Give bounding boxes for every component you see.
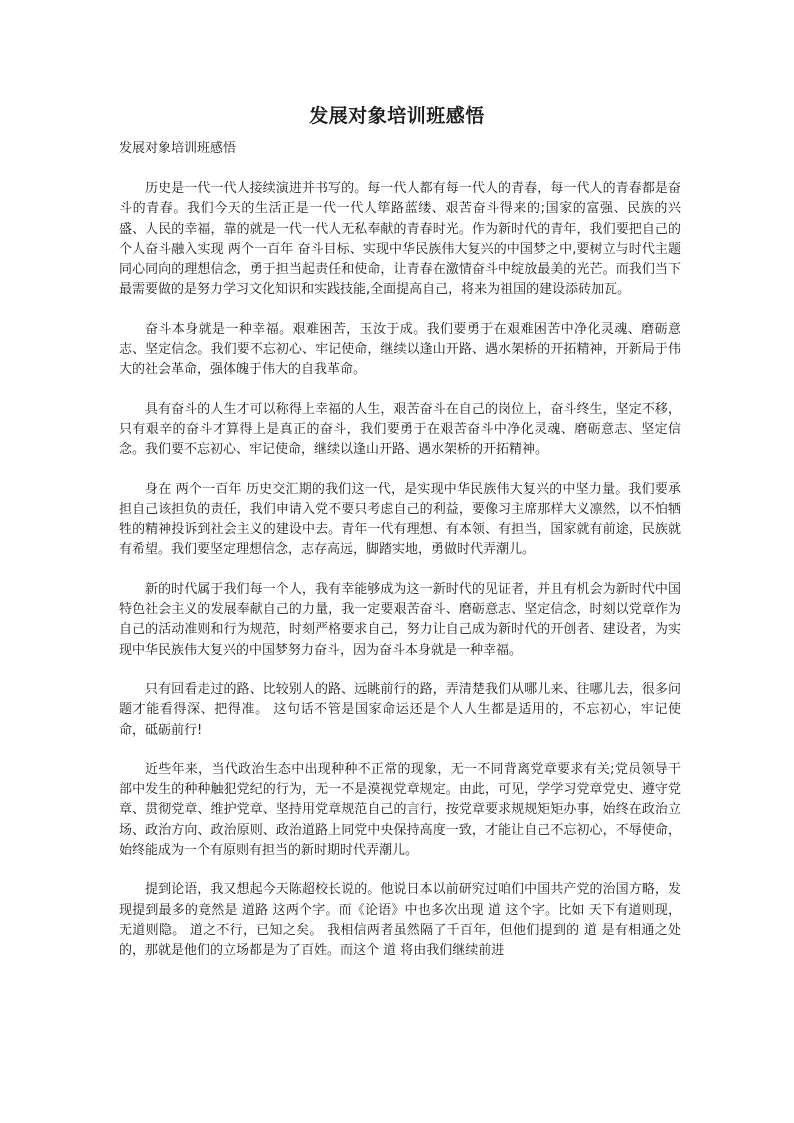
- paragraph: 只有回看走过的路、比较别人的路、远眺前行的路，弄清楚我们从哪儿来、往哪儿去，很多问题才能看得深、把得准。 这句话不管是国家命运还是个人人生都是适用的，不忘初心，牢记使命，砥砺前行!: [119, 681, 681, 738]
- paragraph: 具有奋斗的人生才可以称得上幸福的人生，艰苦奋斗在自己的岗位上，奋斗终生，坚定不移，只有艰辛的奋斗才算得上是真正的奋斗，我们要勇于在艰苦奋斗中净化灵魂、磨砺意志、坚定信念。我们要不忘初心、牢记使命，继续以逢山开路、遇水架桥的开拓精神。: [119, 401, 681, 458]
- paragraph: 近些年来，当代政治生态中出现种种不正常的现象，无一不同背离党章要求有关;党员领导干部中发生的种种触犯党纪的行为，无一不是漠视党章规定。由此，可见，学学习党章党史、遵守党章、贯彻党章、维护党章、坚持用党章规范自己的言行，按党章要求规规矩矩办事，始终在政治立场、政治方向、政治原则、政治道路上同党中央保持高度一致，才能让自己不忘初心，不辱使命，始终能成为一个有原则有担当的新时期时代弄潮儿。: [119, 761, 681, 859]
- paragraph: 身在 两个一百年 历史交汇期的我们这一代，是实现中华民族伟大复兴的中坚力量。我们要承担自己该担负的责任，我们申请入党不要只考虑自己的利益，要像习主席那样大义凛然，以不怕牺牲的精神投诉到社会主义的建设中去。青年一代有理想、有本领、有担当，国家就有前途，民族就有希望。我们要坚定理想信念，志存高远，脚踏实地，勇做时代弄潮儿。: [119, 481, 681, 558]
- paragraph: 提到论语，我又想起今天陈超校长说的。他说日本以前研究过咱们中国共产党的治国方略，发现提到最多的竟然是 道路 这两个字。而《论语》中也多次出现 道 这个字。比如 天下有道则现，无道则隐。 道之不行，已知之矣。 我相信两者虽然隔了千百年，但他们提到的 道 是有相通之处的，那就是他们的立场都是为了百姓。而这个 道 将由我们继续前进: [119, 882, 681, 959]
- paragraph: 奋斗本身就是一种幸福。艰难困苦，玉汝于成。我们要勇于在艰难困苦中净化灵魂、磨砺意志、坚定信念。我们要不忘初心、牢记使命，继续以逢山开路、遇水架桥的开拓精神，开新局于伟大的社会革命，强体魄于伟大的自我革命。: [119, 321, 681, 378]
- document-subtitle: 发展对象培训班感悟: [119, 141, 237, 156]
- paragraph: 历史是一代一代人接续演进并书写的。每一代人都有每一代人的青春，每一代人的青春都是奋斗的青春。我们今天的生活正是一代一代人筚路蓝缕、艰苦奋斗得来的;国家的富强、民族的兴盛、人民的幸福，靠的就是一代一代人无私奉献的青春时光。作为新时代的青年，我们要把自己的个人奋斗融入实现 两个一百年 奋斗目标、实现中华民族伟大复兴的中国梦之中,要树立与时代主题同心同向的理想信念，勇于担当起责任和使命，让青春在激情奋斗中绽放最美的光芒。而我们当下最需要做的是努力学习文化知识和实践技能,全面提高自己，将来为祖国的建设添砖加瓦。: [119, 181, 681, 298]
- document-body: [119, 179, 681, 981]
- paragraph: 新的时代属于我们每一个人，我有幸能够成为这一新时代的见证者，并且有机会为新时代中国特色社会主义的发展奉献自己的力量，我一定要艰苦奋斗、磨砺意志、坚定信念，时刻以党章作为自己的活动准则和行为规范，时刻严格要求自己，努力让自己成为新时代的开创者、建设者，为实现中华民族伟大复兴的中国梦努力奋斗，因为奋斗本身就是一种幸福。: [119, 581, 681, 658]
- document-title: 发展对象培训班感悟: [309, 105, 485, 127]
